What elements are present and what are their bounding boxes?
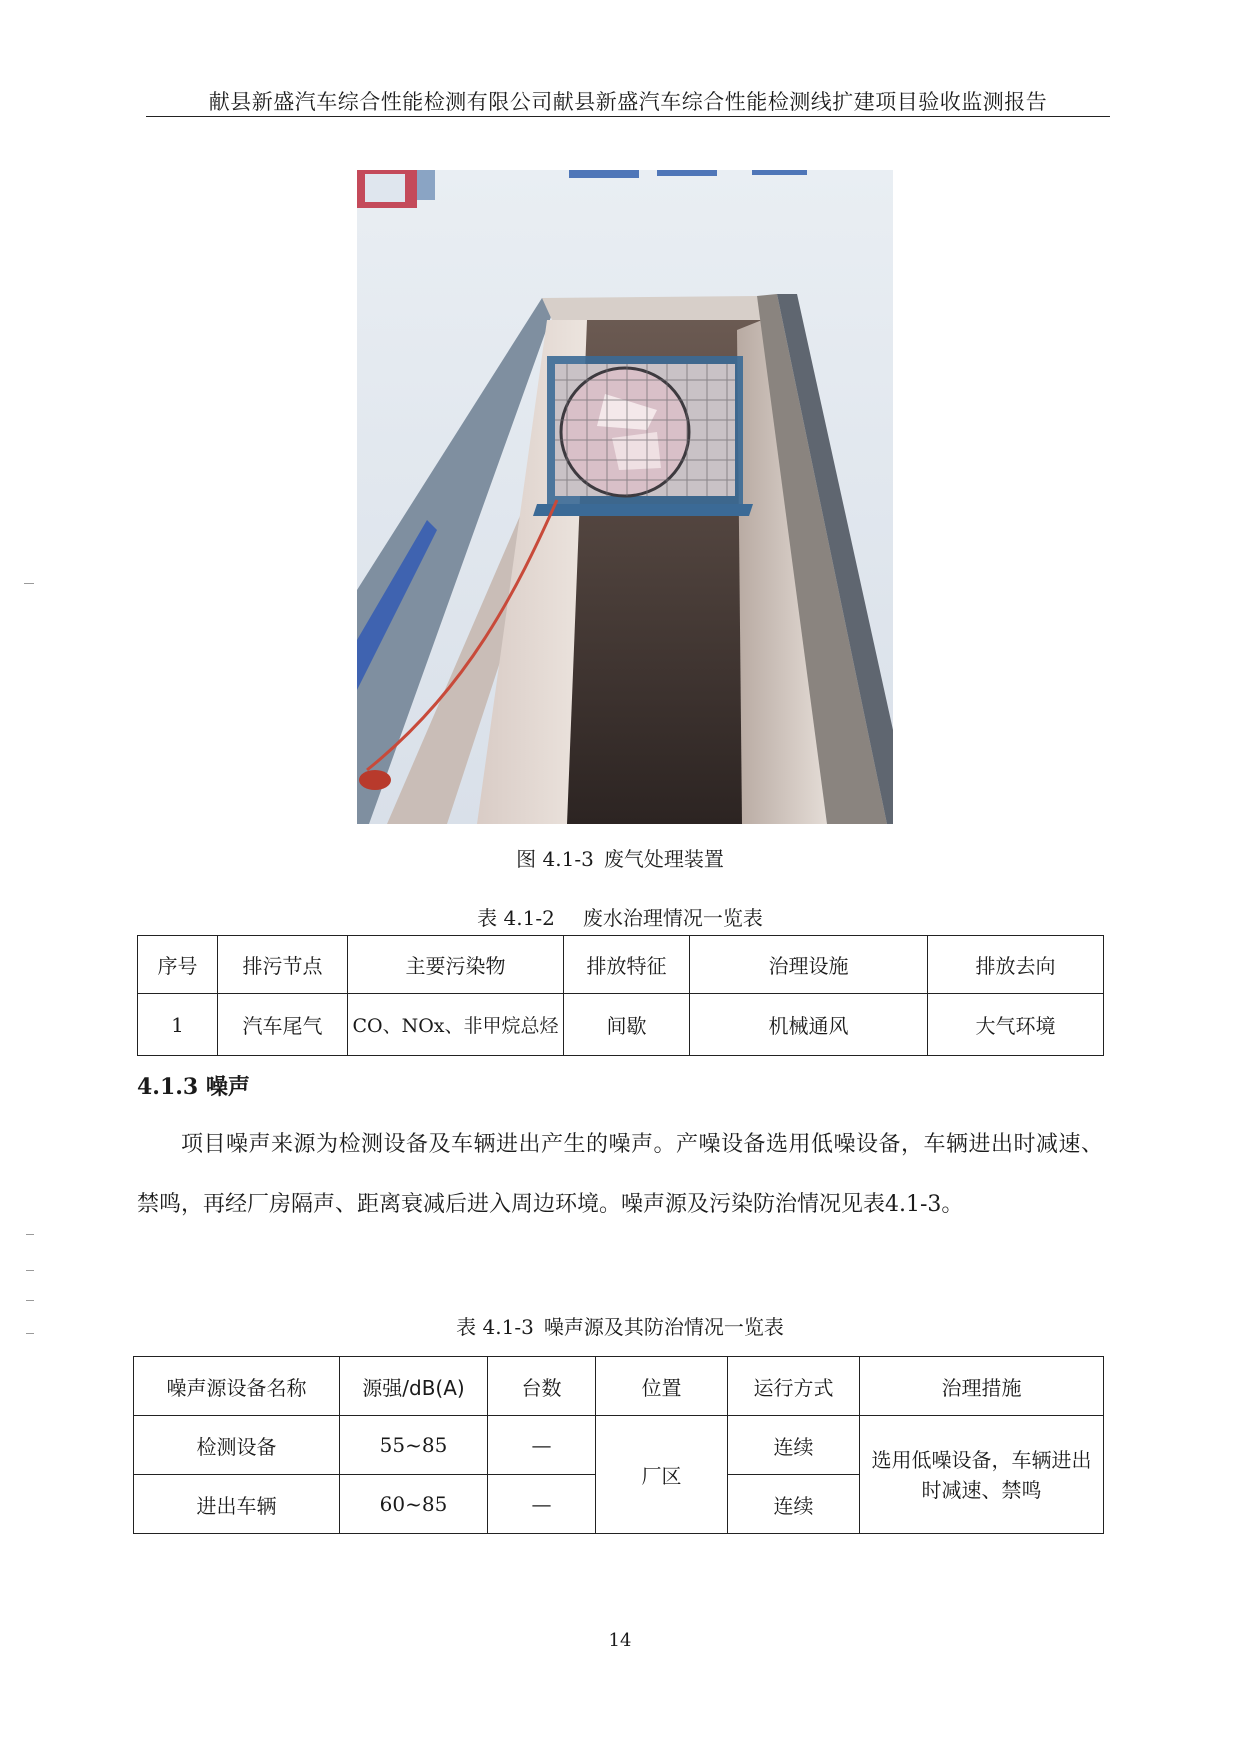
header-cell-count: 台数 <box>488 1357 596 1416</box>
table-cell: 55~85 <box>340 1416 488 1475</box>
table-4-1-2-title: 废水治理情况一览表 <box>582 906 763 930</box>
page-number: 14 <box>608 1630 632 1651</box>
scan-margin-mark <box>24 583 34 584</box>
header-cell-discharge-type: 排放特征 <box>564 936 690 994</box>
table-cell: 1 <box>138 994 218 1056</box>
location-cell: 厂区 <box>596 1416 728 1534</box>
header-cell-destination: 排放去向 <box>928 936 1104 994</box>
table-row <box>138 994 1104 1056</box>
scan-margin-mark <box>26 1333 34 1334</box>
table-cell: 检测设备 <box>134 1416 340 1475</box>
table-4-1-3-title: 噪声源及其防治情况一览表 <box>543 1315 784 1339</box>
section-heading: 4.1.3 噪声 <box>137 1074 250 1100</box>
table-row <box>134 1416 1104 1475</box>
table-header-row <box>138 936 1104 994</box>
exhaust-pit-fan-image <box>357 170 893 824</box>
scan-margin-mark <box>26 1234 34 1235</box>
table-cell: 进出车辆 <box>134 1475 340 1534</box>
table-4-1-2-caption <box>0 902 1240 931</box>
table-4-1-3-number: 表 4.1-3 <box>456 1315 534 1339</box>
table-header-row <box>134 1357 1104 1416</box>
header-cell-intensity: 源强/dB(A) <box>340 1357 488 1416</box>
table-cell: 连续 <box>728 1475 860 1534</box>
table-cell: 大气环境 <box>928 994 1104 1056</box>
table-4-1-2-number: 表 4.1-2 <box>477 906 555 930</box>
table-4-1-3-caption <box>0 1311 1240 1340</box>
report-header: 献县新盛汽车综合性能检测有限公司献县新盛汽车综合性能检测线扩建项目验收监测报告 <box>208 90 1048 114</box>
table-cell: CO、NOx、非甲烷总烃 <box>348 994 564 1056</box>
header-cell-measure: 治理措施 <box>860 1357 1104 1416</box>
table-cell: 机械通风 <box>690 994 928 1056</box>
section-paragraph: 项目噪声来源为检测设备及车辆进出产生的噪声。产噪设备选用低噪设备，车辆进出时减速、禁鸣，再经厂房隔声、距离衰减后进入周边环境。噪声源及污染防治情况见表4.1-3。 <box>137 1132 1103 1217</box>
wastewater-treatment-table <box>137 935 1104 1056</box>
header-cell-pollutant: 主要污染物 <box>348 936 564 994</box>
header-divider <box>146 116 1110 117</box>
table-cell: — <box>488 1475 596 1534</box>
table-cell: 间歇 <box>564 994 690 1056</box>
table-cell: 60~85 <box>340 1475 488 1534</box>
table-cell: — <box>488 1416 596 1475</box>
header-cell-source: 排污节点 <box>218 936 348 994</box>
table-cell: 连续 <box>728 1416 860 1475</box>
noise-source-table <box>133 1356 1104 1534</box>
header-cell-operation: 运行方式 <box>728 1357 860 1416</box>
header-cell-location: 位置 <box>596 1357 728 1416</box>
table-cell: 汽车尾气 <box>218 994 348 1056</box>
measure-cell: 选用低噪设备，车辆进出时减速、禁鸣 <box>860 1416 1104 1534</box>
scan-margin-mark <box>26 1300 34 1301</box>
exhaust-treatment-photo <box>357 170 893 824</box>
header-cell-facility: 治理设施 <box>690 936 928 994</box>
scan-margin-mark <box>26 1270 34 1271</box>
figure-caption <box>0 843 1240 872</box>
figure-title: 废气处理装置 <box>603 847 724 871</box>
header-cell-equipment: 噪声源设备名称 <box>134 1357 340 1416</box>
header-cell-index: 序号 <box>138 936 218 994</box>
figure-number: 图 4.1-3 <box>516 847 594 871</box>
